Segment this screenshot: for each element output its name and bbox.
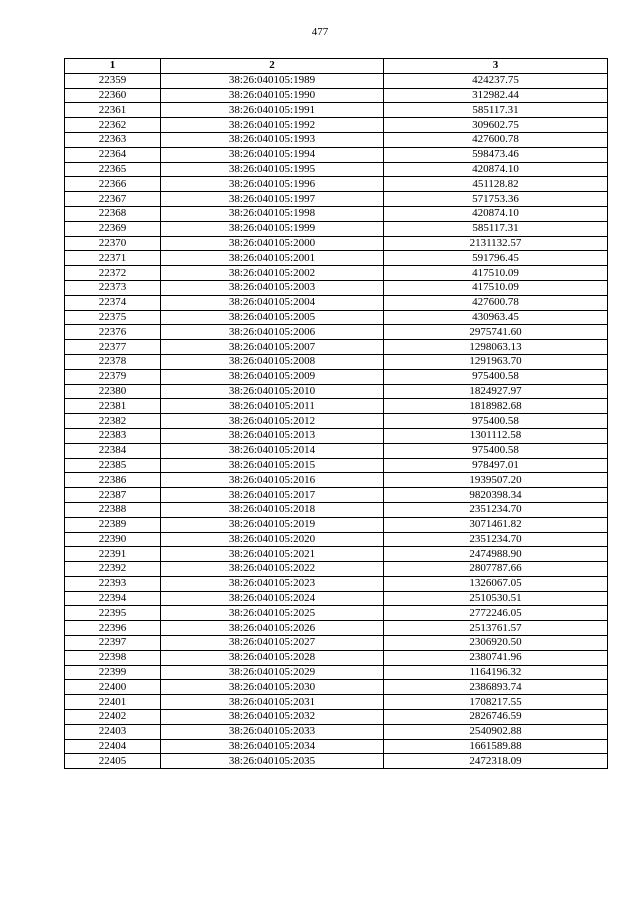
cadastral-number-cell: 38:26:040105:2015 (161, 458, 384, 473)
column-header-3: 3 (384, 59, 608, 74)
value-cell: 9820398.34 (384, 488, 608, 503)
row-number-cell: 22363 (65, 132, 161, 147)
row-number-cell: 22398 (65, 650, 161, 665)
table-row (65, 399, 608, 414)
cadastral-number-cell: 38:26:040105:2034 (161, 739, 384, 754)
value-cell: 975400.58 (384, 369, 608, 384)
column-header-1: 1 (65, 59, 161, 74)
row-number-cell: 22366 (65, 177, 161, 192)
value-cell: 591796.45 (384, 251, 608, 266)
cadastral-number-cell: 38:26:040105:2025 (161, 606, 384, 621)
table-row (65, 443, 608, 458)
cadastral-number-cell: 38:26:040105:2027 (161, 636, 384, 651)
value-cell: 598473.46 (384, 147, 608, 162)
cadastral-number-cell: 38:26:040105:1990 (161, 88, 384, 103)
value-cell: 2386893.74 (384, 680, 608, 695)
cadastral-number-cell: 38:26:040105:2028 (161, 650, 384, 665)
row-number-cell: 22387 (65, 488, 161, 503)
cadastral-number-cell: 38:26:040105:2007 (161, 340, 384, 355)
row-number-cell: 22402 (65, 710, 161, 725)
value-cell: 2472318.09 (384, 754, 608, 769)
table-row (65, 325, 608, 340)
value-cell: 1939507.20 (384, 473, 608, 488)
row-number-cell: 22396 (65, 621, 161, 636)
value-cell: 427600.78 (384, 132, 608, 147)
row-number-cell: 22377 (65, 340, 161, 355)
row-number-cell: 22395 (65, 606, 161, 621)
row-number-cell: 22393 (65, 576, 161, 591)
value-cell: 2807787.66 (384, 562, 608, 577)
cadastral-number-cell: 38:26:040105:2004 (161, 295, 384, 310)
row-number-cell: 22359 (65, 73, 161, 88)
cadastral-number-cell: 38:26:040105:2002 (161, 266, 384, 281)
value-cell: 2772246.05 (384, 606, 608, 621)
table-row (65, 73, 608, 88)
cadastral-number-cell: 38:26:040105:1995 (161, 162, 384, 177)
value-cell: 585117.31 (384, 221, 608, 236)
cadastral-number-cell: 38:26:040105:2030 (161, 680, 384, 695)
table-row (65, 251, 608, 266)
cadastral-number-cell: 38:26:040105:2020 (161, 532, 384, 547)
row-number-cell: 22365 (65, 162, 161, 177)
cadastral-number-cell: 38:26:040105:2000 (161, 236, 384, 251)
value-cell: 424237.75 (384, 73, 608, 88)
table-header (65, 59, 608, 74)
value-cell: 1301112.58 (384, 428, 608, 443)
cadastral-number-cell: 38:26:040105:2013 (161, 428, 384, 443)
cadastral-number-cell: 38:26:040105:1997 (161, 192, 384, 207)
row-number-cell: 22394 (65, 591, 161, 606)
value-cell: 420874.10 (384, 162, 608, 177)
table-header-row (65, 59, 608, 74)
cadastral-number-cell: 38:26:040105:1994 (161, 147, 384, 162)
value-cell: 451128.82 (384, 177, 608, 192)
row-number-cell: 22383 (65, 428, 161, 443)
value-cell: 417510.09 (384, 266, 608, 281)
value-cell: 1824927.97 (384, 384, 608, 399)
row-number-cell: 22382 (65, 414, 161, 429)
cadastral-number-cell: 38:26:040105:2005 (161, 310, 384, 325)
table-row (65, 517, 608, 532)
row-number-cell: 22375 (65, 310, 161, 325)
table-row (65, 118, 608, 133)
table-row (65, 280, 608, 295)
table-row (65, 665, 608, 680)
table-row (65, 680, 608, 695)
table-row (65, 473, 608, 488)
value-cell: 2474988.90 (384, 547, 608, 562)
cadastral-number-cell: 38:26:040105:2012 (161, 414, 384, 429)
table-row (65, 103, 608, 118)
table-row (65, 221, 608, 236)
row-number-cell: 22401 (65, 695, 161, 710)
cadastral-number-cell: 38:26:040105:2011 (161, 399, 384, 414)
row-number-cell: 22380 (65, 384, 161, 399)
value-cell: 978497.01 (384, 458, 608, 473)
row-number-cell: 22374 (65, 295, 161, 310)
row-number-cell: 22385 (65, 458, 161, 473)
page-number: 477 (311, 26, 329, 38)
cadastral-number-cell: 38:26:040105:1989 (161, 73, 384, 88)
cadastral-number-cell: 38:26:040105:2031 (161, 695, 384, 710)
table-row (65, 502, 608, 517)
value-cell: 975400.58 (384, 443, 608, 458)
value-cell: 2380741.96 (384, 650, 608, 665)
row-number-cell: 22378 (65, 354, 161, 369)
value-cell: 2351234.70 (384, 532, 608, 547)
table-row (65, 650, 608, 665)
row-number-cell: 22370 (65, 236, 161, 251)
table-row (65, 266, 608, 281)
value-cell: 1298063.13 (384, 340, 608, 355)
table-row (65, 295, 608, 310)
cadastral-number-cell: 38:26:040105:2009 (161, 369, 384, 384)
table-row (65, 547, 608, 562)
value-cell: 2513761.57 (384, 621, 608, 636)
table-body (65, 73, 608, 768)
table-row (65, 562, 608, 577)
row-number-cell: 22362 (65, 118, 161, 133)
value-cell: 2540902.88 (384, 724, 608, 739)
table-row (65, 428, 608, 443)
value-cell: 312982.44 (384, 88, 608, 103)
row-number-cell: 22379 (65, 369, 161, 384)
table-row (65, 458, 608, 473)
value-cell: 3071461.82 (384, 517, 608, 532)
cadastral-number-cell: 38:26:040105:2024 (161, 591, 384, 606)
value-cell: 430963.45 (384, 310, 608, 325)
row-number-cell: 22392 (65, 562, 161, 577)
row-number-cell: 22399 (65, 665, 161, 680)
value-cell: 1708217.55 (384, 695, 608, 710)
column-header-2: 2 (161, 59, 384, 74)
table-row (65, 606, 608, 621)
table-row (65, 739, 608, 754)
cadastral-number-cell: 38:26:040105:2008 (161, 354, 384, 369)
cadastral-number-cell: 38:26:040105:2017 (161, 488, 384, 503)
value-cell: 2826746.59 (384, 710, 608, 725)
value-cell: 2351234.70 (384, 502, 608, 517)
value-cell: 2975741.60 (384, 325, 608, 340)
row-number-cell: 22368 (65, 206, 161, 221)
value-cell: 2306920.50 (384, 636, 608, 651)
table-row (65, 177, 608, 192)
table-row (65, 710, 608, 725)
cadastral-number-cell: 38:26:040105:2021 (161, 547, 384, 562)
row-number-cell: 22371 (65, 251, 161, 266)
table-row (65, 206, 608, 221)
row-number-cell: 22360 (65, 88, 161, 103)
row-number-cell: 22372 (65, 266, 161, 281)
row-number-cell: 22369 (65, 221, 161, 236)
value-cell: 1661589.88 (384, 739, 608, 754)
value-cell: 1164196.32 (384, 665, 608, 680)
row-number-cell: 22404 (65, 739, 161, 754)
row-number-cell: 22384 (65, 443, 161, 458)
row-number-cell: 22389 (65, 517, 161, 532)
table-row (65, 754, 608, 769)
row-number-cell: 22381 (65, 399, 161, 414)
value-cell: 309602.75 (384, 118, 608, 133)
value-cell: 2510530.51 (384, 591, 608, 606)
table-row (65, 532, 608, 547)
cadastral-number-cell: 38:26:040105:1992 (161, 118, 384, 133)
row-number-cell: 22388 (65, 502, 161, 517)
table-row (65, 310, 608, 325)
table-row (65, 369, 608, 384)
value-cell: 2131132.57 (384, 236, 608, 251)
value-cell: 417510.09 (384, 280, 608, 295)
data-table (64, 58, 608, 769)
cadastral-number-cell: 38:26:040105:2006 (161, 325, 384, 340)
row-number-cell: 22403 (65, 724, 161, 739)
cadastral-number-cell: 38:26:040105:1998 (161, 206, 384, 221)
row-number-cell: 22386 (65, 473, 161, 488)
row-number-cell: 22373 (65, 280, 161, 295)
row-number-cell: 22376 (65, 325, 161, 340)
value-cell: 1326067.05 (384, 576, 608, 591)
table-row (65, 340, 608, 355)
value-cell: 427600.78 (384, 295, 608, 310)
table-row (65, 147, 608, 162)
cadastral-number-cell: 38:26:040105:2019 (161, 517, 384, 532)
table-row (65, 576, 608, 591)
cadastral-number-cell: 38:26:040105:2026 (161, 621, 384, 636)
row-number-cell: 22364 (65, 147, 161, 162)
table-row (65, 591, 608, 606)
cadastral-number-cell: 38:26:040105:2032 (161, 710, 384, 725)
cadastral-number-cell: 38:26:040105:2033 (161, 724, 384, 739)
row-number-cell: 22397 (65, 636, 161, 651)
cadastral-number-cell: 38:26:040105:1991 (161, 103, 384, 118)
cadastral-number-cell: 38:26:040105:2023 (161, 576, 384, 591)
cadastral-number-cell: 38:26:040105:2003 (161, 280, 384, 295)
table-row (65, 384, 608, 399)
cadastral-number-cell: 38:26:040105:1996 (161, 177, 384, 192)
cadastral-number-cell: 38:26:040105:2010 (161, 384, 384, 399)
row-number-cell: 22367 (65, 192, 161, 207)
table-row (65, 132, 608, 147)
table-row (65, 88, 608, 103)
value-cell: 1818982.68 (384, 399, 608, 414)
value-cell: 1291963.70 (384, 354, 608, 369)
table-row (65, 236, 608, 251)
table-row (65, 636, 608, 651)
row-number-cell: 22391 (65, 547, 161, 562)
cadastral-number-cell: 38:26:040105:2001 (161, 251, 384, 266)
table-row (65, 695, 608, 710)
cadastral-number-cell: 38:26:040105:2022 (161, 562, 384, 577)
cadastral-number-cell: 38:26:040105:2016 (161, 473, 384, 488)
row-number-cell: 22405 (65, 754, 161, 769)
cadastral-number-cell: 38:26:040105:2035 (161, 754, 384, 769)
cadastral-number-cell: 38:26:040105:2029 (161, 665, 384, 680)
cadastral-number-cell: 38:26:040105:1999 (161, 221, 384, 236)
value-cell: 420874.10 (384, 206, 608, 221)
row-number-cell: 22361 (65, 103, 161, 118)
table-row (65, 488, 608, 503)
cadastral-number-cell: 38:26:040105:2018 (161, 502, 384, 517)
value-cell: 975400.58 (384, 414, 608, 429)
table-row (65, 414, 608, 429)
row-number-cell: 22390 (65, 532, 161, 547)
value-cell: 571753.36 (384, 192, 608, 207)
table-row (65, 724, 608, 739)
cadastral-number-cell: 38:26:040105:1993 (161, 132, 384, 147)
table-row (65, 354, 608, 369)
cadastral-number-cell: 38:26:040105:2014 (161, 443, 384, 458)
table-row (65, 621, 608, 636)
table-row (65, 192, 608, 207)
table-row (65, 162, 608, 177)
row-number-cell: 22400 (65, 680, 161, 695)
value-cell: 585117.31 (384, 103, 608, 118)
